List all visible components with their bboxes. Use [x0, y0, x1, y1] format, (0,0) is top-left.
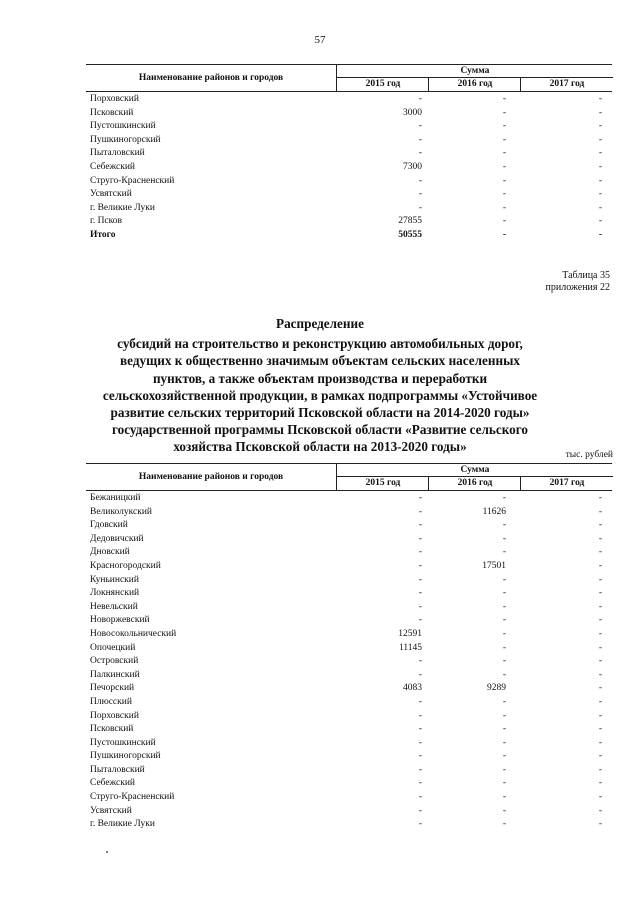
district-name: Бежаницкий: [90, 493, 141, 503]
table-row: [86, 681, 612, 695]
page-number: 57: [314, 34, 326, 46]
table-row: [86, 146, 612, 160]
value-2016: -: [502, 642, 506, 653]
scan-speck: [106, 851, 108, 853]
value-2017: -: [598, 588, 602, 599]
table-row: [86, 559, 612, 573]
value-2017: -: [598, 792, 602, 803]
value-2016: -: [502, 189, 506, 200]
column-header-sum: Сумма: [336, 464, 613, 477]
value-2017: -: [598, 121, 602, 132]
value-2016: -: [502, 669, 506, 680]
total-row: [86, 228, 612, 242]
value-2017: -: [598, 134, 602, 145]
table-continuation: [86, 64, 612, 242]
table-row: [86, 187, 612, 201]
table-row: [86, 106, 612, 120]
district-name: Печорский: [90, 683, 135, 694]
value-2016: -: [502, 161, 506, 172]
total-label: Итого: [90, 229, 116, 240]
value-2017: -: [598, 805, 602, 816]
district-name: Новосокольнический: [90, 628, 177, 639]
value-2016: 17501: [482, 560, 506, 571]
value-2016: -: [502, 792, 506, 803]
value-2015: -: [418, 547, 422, 558]
district-name: Невельский: [90, 601, 138, 612]
table-row: [86, 160, 612, 174]
table-row: [86, 505, 612, 519]
table-row: [86, 817, 612, 831]
value-2015: -: [418, 669, 422, 680]
value-2016: -: [502, 805, 506, 816]
district-name: Гдовский: [90, 520, 128, 531]
units-label: тыс. рублей: [565, 450, 613, 460]
district-name: Псковский: [90, 724, 134, 735]
district-name: Струго-Красненский: [90, 175, 175, 186]
district-name: Усвятский: [90, 189, 132, 200]
district-name: Струго-Красненский: [90, 792, 175, 803]
value-2016: -: [502, 107, 506, 118]
district-name: Опочецкий: [90, 642, 136, 653]
value-2017: -: [598, 724, 602, 735]
table-row: [86, 654, 612, 668]
value-2016: -: [502, 601, 506, 612]
table-row: [86, 804, 612, 818]
value-2015: -: [418, 764, 422, 775]
value-2017: -: [598, 669, 602, 680]
value-2017: -: [598, 533, 602, 544]
table-row: [86, 790, 612, 804]
value-2016: -: [502, 533, 506, 544]
table-row: [86, 214, 612, 228]
value-2015: -: [418, 710, 422, 721]
value-2017: -: [598, 683, 602, 694]
table-row: [86, 119, 612, 133]
table-row: [86, 749, 612, 763]
heading-line-4: пунктов, а также объектам производства и переработки: [152, 370, 488, 386]
value-2016: -: [502, 520, 506, 531]
total-2016: -: [502, 229, 506, 240]
value-2015: 4083: [403, 683, 422, 694]
value-2015: -: [418, 656, 422, 667]
value-2017: -: [598, 148, 602, 159]
value-2016: -: [502, 764, 506, 775]
value-2015: -: [418, 615, 422, 626]
value-2017: -: [598, 696, 602, 707]
value-2017: -: [598, 778, 602, 789]
value-2016: -: [502, 547, 506, 558]
table-row: [86, 545, 612, 559]
table-row: [86, 668, 612, 682]
value-2015: -: [418, 805, 422, 816]
value-2017: -: [598, 574, 602, 585]
table-row: [86, 518, 612, 532]
value-2016: -: [502, 202, 506, 213]
column-header-2016: 2016 год: [428, 477, 521, 490]
value-2015: -: [418, 751, 422, 762]
district-name: Куньинский: [90, 574, 139, 585]
value-2015: -: [418, 121, 422, 132]
value-2016: -: [502, 696, 506, 707]
table-row: [86, 722, 612, 736]
value-2017: -: [598, 107, 602, 118]
value-2015: -: [418, 506, 422, 517]
district-name: Пушкиногорский: [90, 134, 161, 145]
value-2015: -: [418, 520, 422, 531]
heading-line-3: ведущих к общественно значимым объектам сельских населенных: [120, 353, 520, 369]
value-2015: -: [418, 175, 422, 186]
column-header-2017: 2017 год: [520, 477, 613, 490]
table-row: [86, 613, 612, 627]
district-name: Великолукский: [90, 506, 153, 517]
value-2016: -: [502, 615, 506, 626]
total-2017: -: [598, 229, 602, 240]
district-name: Локнянский: [90, 588, 140, 599]
value-2017: -: [598, 216, 602, 227]
table-row: [86, 92, 612, 106]
column-header-sum: Сумма: [336, 65, 613, 78]
value-2017: -: [598, 94, 602, 104]
table-body: [86, 92, 612, 228]
column-header-2015: 2015 год: [336, 78, 429, 91]
value-2016: -: [502, 628, 506, 639]
table-row: [86, 600, 612, 614]
column-header-name: Наименование районов и городов: [138, 73, 284, 83]
table-header: [86, 64, 612, 92]
table-caption: [546, 270, 610, 294]
value-2015: -: [418, 493, 422, 503]
value-2017: -: [598, 506, 602, 517]
district-name: Себежский: [90, 778, 135, 789]
value-2015: -: [418, 601, 422, 612]
value-2015: -: [418, 574, 422, 585]
heading-line-8: хозяйства Псковской области на 2013-2020 годы»: [173, 439, 467, 455]
heading-line-5: сельскохозяйственной продукции, в рамках подпрограммы «Устойчивое: [102, 387, 538, 403]
subsidy-table: [86, 463, 612, 831]
value-2016: -: [502, 493, 506, 503]
column-header-name: Наименование районов и городов: [138, 472, 284, 482]
value-2015: -: [418, 792, 422, 803]
table-row: [86, 776, 612, 790]
value-2015: -: [418, 737, 422, 748]
value-2017: -: [598, 175, 602, 186]
value-2016: -: [502, 216, 506, 227]
table-row: [86, 695, 612, 709]
value-2016: -: [502, 737, 506, 748]
value-2016: -: [502, 148, 506, 159]
value-2015: -: [418, 134, 422, 145]
value-2015: -: [418, 189, 422, 200]
value-2017: -: [598, 189, 602, 200]
value-2016: -: [502, 94, 506, 104]
value-2016: -: [502, 710, 506, 721]
table-row: [86, 532, 612, 546]
value-2015: -: [418, 778, 422, 789]
district-name: г. Великие Луки: [90, 819, 155, 830]
value-2015: -: [418, 94, 422, 104]
district-name: Палкинский: [90, 669, 140, 680]
value-2015: -: [418, 148, 422, 159]
value-2016: 9289: [487, 683, 506, 694]
table-row: [86, 627, 612, 641]
value-2016: -: [502, 175, 506, 186]
district-name: Пустошкинский: [90, 121, 156, 132]
table-row: [86, 709, 612, 723]
document-heading: [80, 315, 560, 456]
value-2016: -: [502, 656, 506, 667]
value-2015: -: [418, 819, 422, 830]
value-2016: -: [502, 134, 506, 145]
district-name: Псковский: [90, 107, 134, 118]
value-2016: -: [502, 588, 506, 599]
district-name: Себежский: [90, 161, 135, 172]
heading-line-6: развитие сельских территорий Псковской области на 2014-2020 годы»: [110, 405, 530, 421]
value-2016: 11626: [482, 506, 506, 517]
district-name: Дновский: [90, 547, 130, 558]
table-header: [86, 463, 612, 491]
value-2017: -: [598, 751, 602, 762]
table-row: [86, 763, 612, 777]
district-name: Пустошкинский: [90, 737, 156, 748]
table-row: [86, 133, 612, 147]
heading-line-7: государственной программы Псковской области «Развитие сельского: [111, 422, 529, 438]
district-name: Усвятский: [90, 805, 132, 816]
table-row: [86, 491, 612, 505]
value-2017: -: [598, 710, 602, 721]
value-2017: -: [598, 819, 602, 830]
value-2017: -: [598, 161, 602, 172]
district-name: Порховский: [90, 710, 139, 721]
column-header-2016: 2016 год: [428, 78, 521, 91]
value-2016: -: [502, 819, 506, 830]
value-2015: -: [418, 560, 422, 571]
value-2015: -: [418, 724, 422, 735]
district-name: Плюсский: [90, 696, 132, 707]
district-name: Островский: [90, 656, 139, 667]
district-name: Новоржевский: [90, 615, 150, 626]
table-row: [86, 201, 612, 215]
value-2017: -: [598, 202, 602, 213]
value-2015: 3000: [403, 107, 422, 118]
value-2017: -: [598, 764, 602, 775]
value-2016: -: [502, 121, 506, 132]
value-2017: -: [598, 547, 602, 558]
value-2016: -: [502, 751, 506, 762]
district-name: г. Великие Луки: [90, 202, 155, 213]
value-2017: -: [598, 560, 602, 571]
table-row: [86, 736, 612, 750]
value-2015: 7300: [403, 161, 422, 172]
district-name: Дедовичский: [90, 533, 144, 544]
table-body: [86, 491, 612, 831]
heading-line-2: субсидий на строительство и реконструкцию автомобильных дорог,: [117, 336, 523, 352]
table-row: [86, 174, 612, 188]
table-row: [86, 641, 612, 655]
value-2016: -: [502, 724, 506, 735]
district-name: Красногородский: [90, 560, 161, 571]
district-name: Пушкиногорский: [90, 751, 161, 762]
value-2015: -: [418, 696, 422, 707]
value-2015: 27855: [398, 216, 422, 227]
value-2017: -: [598, 601, 602, 612]
district-name: г. Псков: [90, 216, 123, 227]
value-2015: -: [418, 588, 422, 599]
district-name: Порховский: [90, 94, 139, 104]
total-2015: 50555: [398, 229, 422, 240]
value-2016: -: [502, 778, 506, 789]
heading-line-1: Распределение: [276, 316, 364, 331]
table-row: [86, 573, 612, 587]
column-header-2017: 2017 год: [520, 78, 613, 91]
value-2017: -: [598, 520, 602, 531]
value-2017: -: [598, 642, 602, 653]
value-2015: 11145: [398, 642, 422, 653]
value-2017: -: [598, 737, 602, 748]
district-name: Пыталовский: [90, 148, 145, 159]
district-name: Пыталовский: [90, 764, 145, 775]
value-2017: -: [598, 493, 602, 503]
value-2017: -: [598, 615, 602, 626]
caption-table-number: Таблица 35: [562, 270, 610, 281]
value-2016: -: [502, 574, 506, 585]
value-2017: -: [598, 628, 602, 639]
value-2015: -: [418, 202, 422, 213]
caption-appendix: приложения 22: [545, 282, 610, 293]
value-2017: -: [598, 656, 602, 667]
column-header-2015: 2015 год: [336, 477, 429, 490]
value-2015: 12591: [398, 628, 422, 639]
table-row: [86, 586, 612, 600]
value-2015: -: [418, 533, 422, 544]
